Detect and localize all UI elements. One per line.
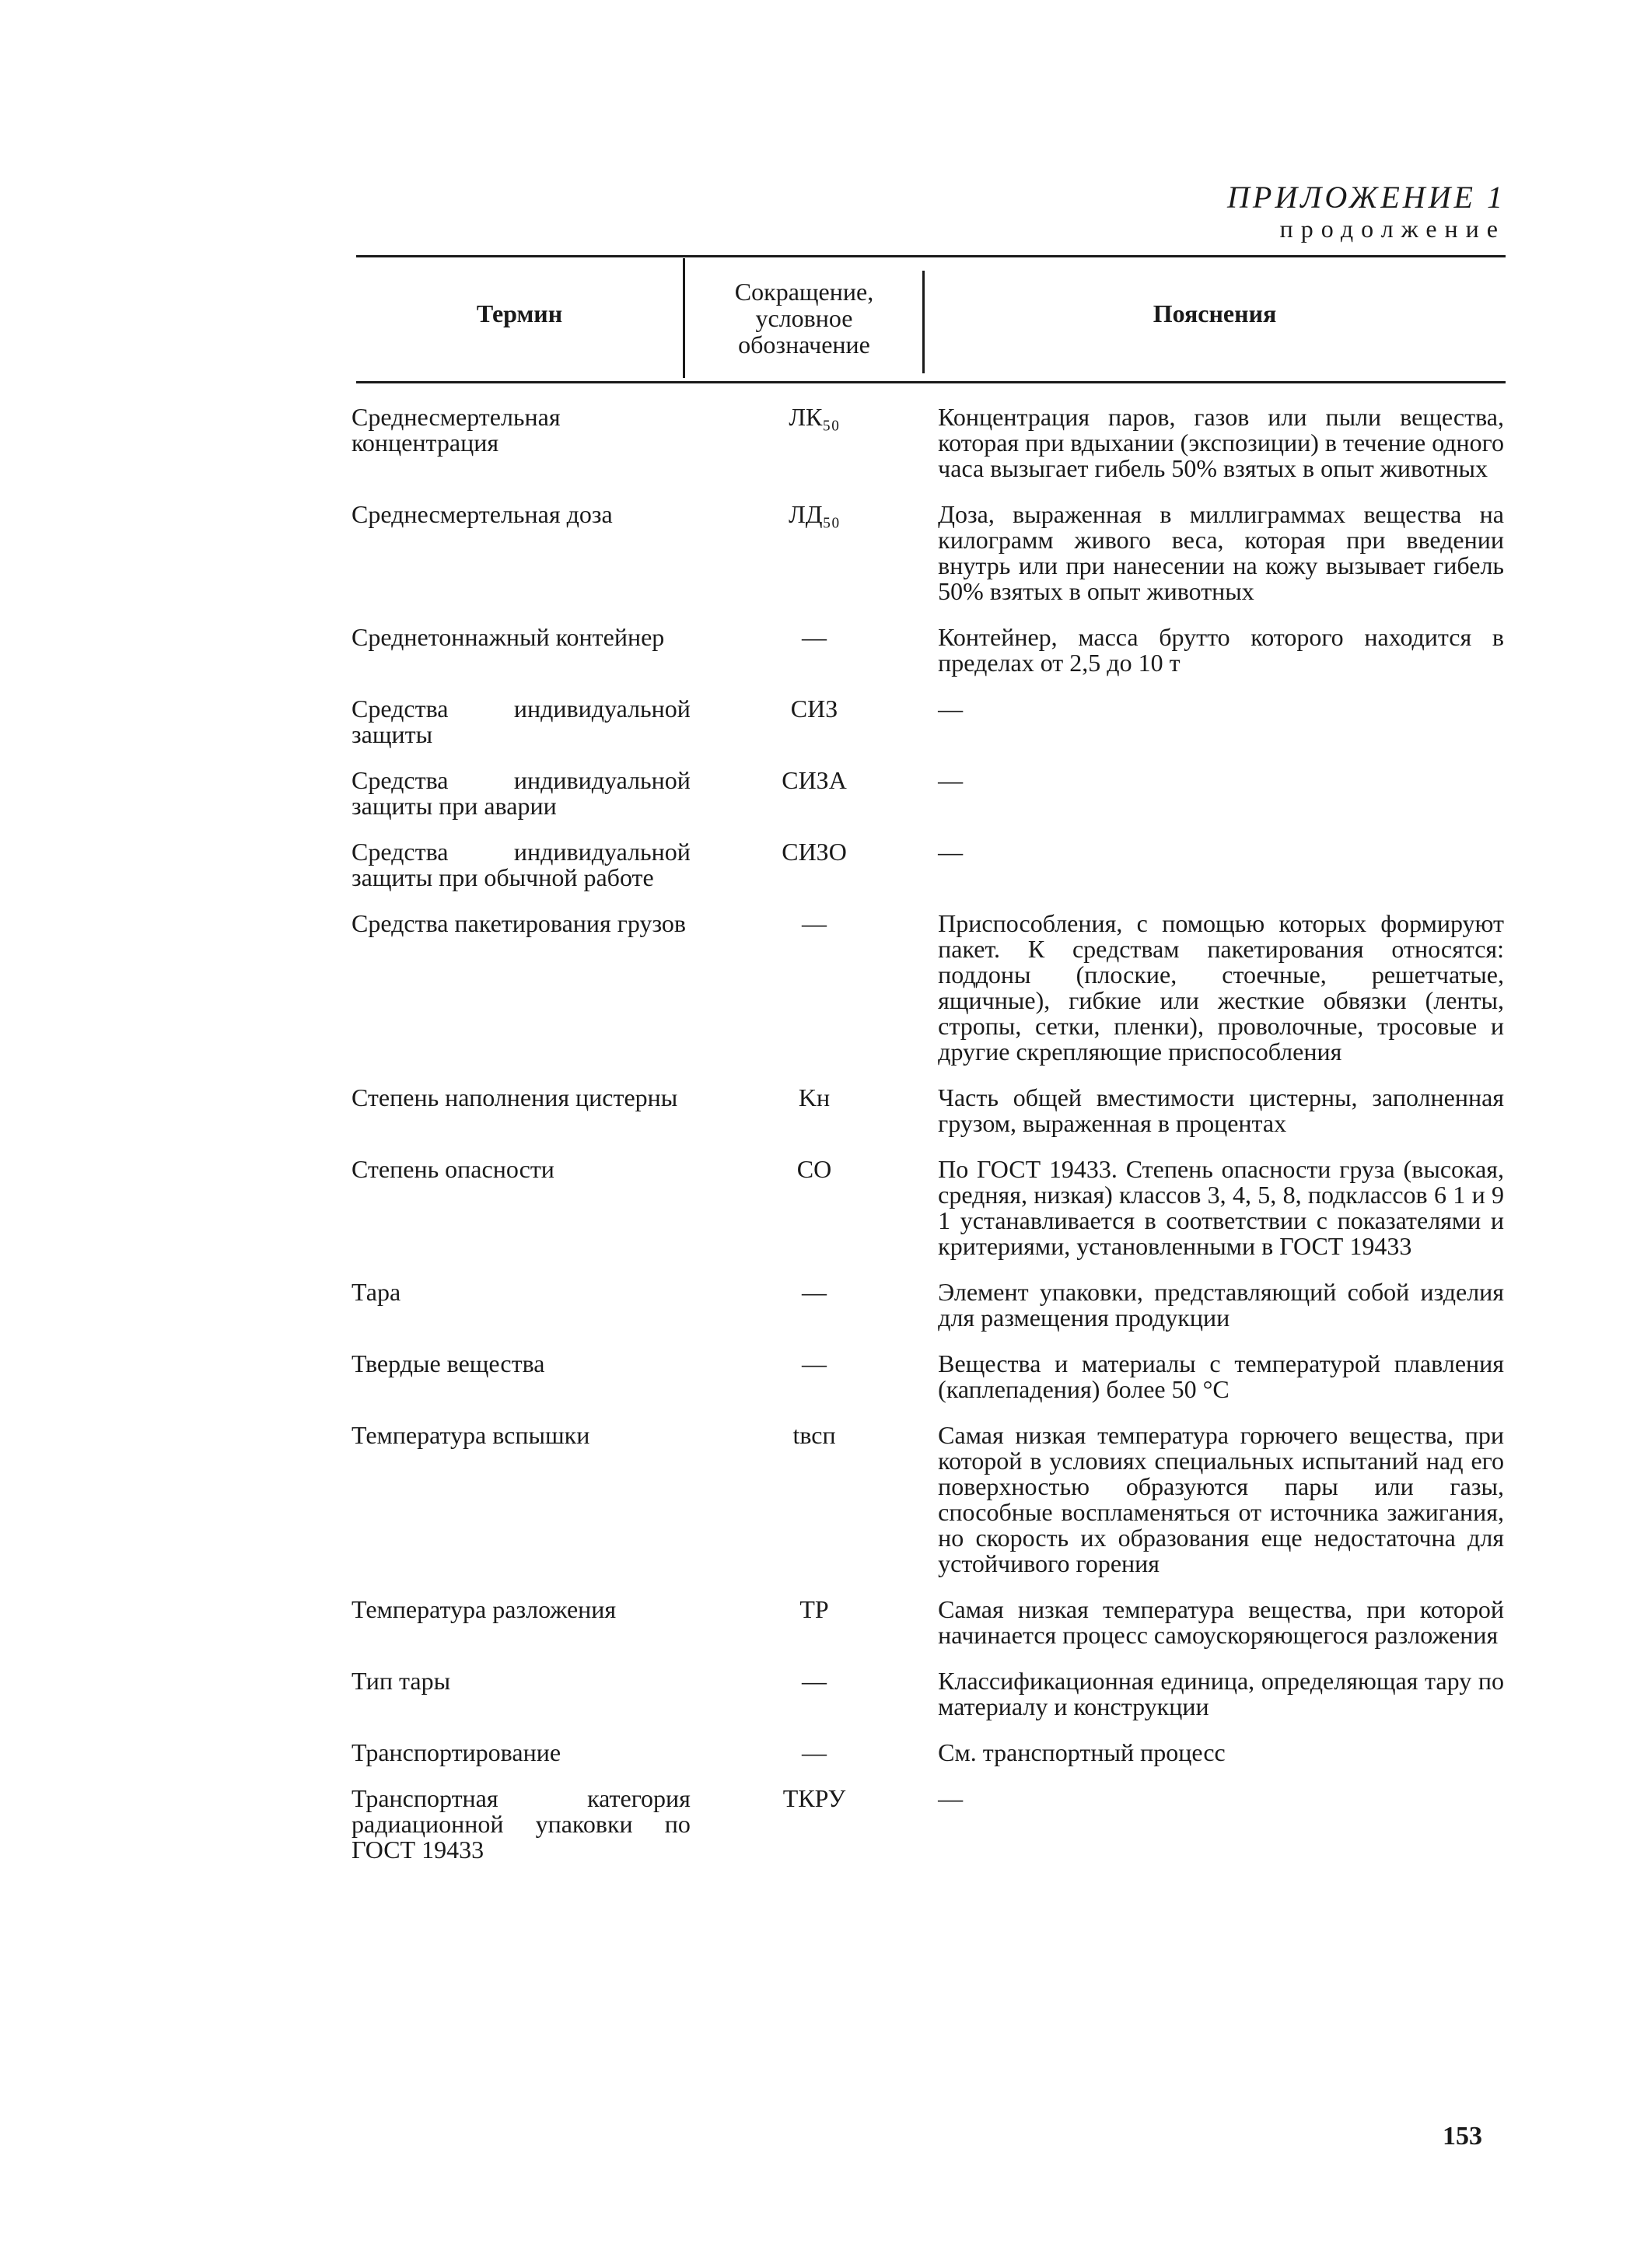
explanation-cell: См. транспортный процесс	[938, 1738, 1226, 1766]
table-row	[352, 839, 1504, 911]
header-abbr-line2: условное	[755, 304, 853, 332]
explanation-cell: Самая низкая температура вещества, при которой начинается процесс самоускоряющегося разложения	[938, 1595, 1504, 1649]
table-row	[352, 696, 1504, 768]
abbr-cell: —	[802, 623, 827, 651]
term-cell: Тип тары	[352, 1667, 451, 1695]
terms-table	[352, 404, 1504, 1883]
explanation-cell: Классификационная единица, определяющая тару по материалу и конструкции	[938, 1667, 1504, 1720]
table-row	[352, 1786, 1504, 1883]
table-row	[352, 911, 1504, 1085]
term-cell: Температура разложения	[352, 1595, 617, 1623]
appendix-subtitle: продолжение	[1279, 215, 1506, 243]
explanation-cell: —	[938, 766, 964, 794]
abbr-cell: ЛД₅₀	[789, 500, 840, 528]
term-cell: Средства индивидуальной защиты при аварии	[352, 766, 691, 820]
term-cell: Среднетоннажный контейнер	[352, 623, 665, 651]
explanation-cell: Концентрация паров, газов или пыли вещества, которая при вдыхании (экспозиции) в течение одного часа вызыгает гибель 50% взятых в опыт животных	[938, 403, 1504, 482]
table-row	[352, 625, 1504, 696]
table-row	[352, 768, 1504, 839]
explanation-cell: Доза, выраженная в миллиграммах вещества на килограмм живого веса, которая при введении внутрь или при нанесении на кожу вызывает гибель 50% взятых в опыт животных	[938, 500, 1504, 605]
explanation-cell: Часть общей вместимости цистерны, заполненная грузом, выраженная в процентах	[938, 1083, 1504, 1137]
header-bottom-rule	[356, 381, 1506, 383]
abbr-cell: ТКРУ	[782, 1784, 846, 1812]
table-row	[352, 1279, 1504, 1351]
abbr-cell: ЛК₅₀	[789, 403, 840, 431]
explanation-cell: По ГОСТ 19433. Степень опасности груза (высокая, средняя, низкая) классов 3, 4, 5, 8, подклассов 6 1 и 9 1 устанавливается в соответствии с показателями и критериями, установленными в ГОСТ 19433	[938, 1155, 1504, 1260]
explanation-cell: Вещества и материалы с температурой плавления (каплепадения) более 50 °С	[938, 1349, 1504, 1403]
term-cell: Средства индивидуальной защиты	[352, 695, 691, 748]
term-cell: Температура вспышки	[352, 1421, 590, 1449]
appendix-header	[1227, 180, 1506, 243]
table-row	[352, 1085, 1504, 1157]
table-row	[352, 1157, 1504, 1279]
term-cell: Тара	[352, 1278, 401, 1306]
explanation-cell: Элемент упаковки, представляющий собой изделия для размещения продукции	[938, 1278, 1504, 1332]
term-cell: Среднесмертельная доза	[352, 500, 613, 528]
term-cell: Степень наполнения цистерны	[352, 1083, 678, 1111]
header-abbr-line3: обозначение	[738, 331, 870, 359]
abbr-cell: —	[802, 909, 827, 937]
table-row	[352, 1740, 1504, 1786]
header-explanation: Пояснения	[1153, 299, 1277, 327]
abbr-cell: —	[802, 1278, 827, 1306]
abbr-cell: СО	[796, 1155, 832, 1183]
abbr-cell: СИЗА	[782, 766, 847, 794]
table-row	[352, 1668, 1504, 1740]
explanation-cell: Контейнер, масса брутто которого находится в пределах от 2,5 до 10 т	[938, 623, 1504, 677]
header-abbr-line1: Сокращение,	[734, 278, 874, 306]
term-cell: Степень опасности	[352, 1155, 554, 1183]
explanation-cell: Приспособления, с помощью которых формируют пакет. К средствам пакетирования относятся: поддоны (плоские, стоечные, решетчатые, ящичные), гибкие или жесткие обвязки (ленты, стропы, сетки, пленки), проволочные, тросовые и другие скрепляющие приспособления	[938, 909, 1504, 1066]
abbr-cell: tвсп	[792, 1421, 836, 1449]
abbr-cell: —	[802, 1667, 827, 1695]
header-abbr	[687, 278, 921, 358]
explanation-cell: —	[938, 838, 964, 866]
table-row	[352, 502, 1504, 625]
page-number: 153	[1443, 2122, 1482, 2151]
term-cell: Твердые вещества	[352, 1349, 545, 1377]
table-row	[352, 1423, 1504, 1597]
explanation-cell: —	[938, 695, 964, 723]
header-term: Термин	[476, 299, 563, 327]
abbr-cell: СИЗО	[782, 838, 847, 866]
header-divider-1	[683, 258, 685, 378]
abbr-cell: —	[802, 1738, 827, 1766]
term-cell: Средства индивидуальной защиты при обычной работе	[352, 838, 691, 891]
table-row	[352, 404, 1504, 502]
table-row	[352, 1597, 1504, 1668]
term-cell: Среднесмертельная концентрация	[352, 403, 561, 457]
appendix-title: ПРИЛОЖЕНИЕ 1	[1227, 180, 1506, 215]
explanation-cell: Самая низкая температура горючего вещества, при которой в условиях специальных испытаний над его поверхностью образуются пары или газы, способные воспламеняться от источника зажигания, но скорость их образования еще недостаточна для устойчивого горения	[938, 1421, 1504, 1577]
abbr-cell: —	[802, 1349, 827, 1377]
abbr-cell: Kн	[798, 1083, 831, 1111]
table-row	[352, 1351, 1504, 1423]
table-top-rule	[356, 255, 1506, 257]
term-cell: Транспортирование	[352, 1738, 561, 1766]
term-cell: Средства пакетирования грузов	[352, 909, 686, 937]
abbr-cell: СИЗ	[790, 695, 838, 723]
header-divider-2	[922, 271, 925, 373]
abbr-cell: ТР	[799, 1595, 829, 1623]
explanation-cell: —	[938, 1784, 964, 1812]
term-cell: Транспортная категория радиационной упаковки по ГОСТ 19433	[352, 1784, 691, 1864]
